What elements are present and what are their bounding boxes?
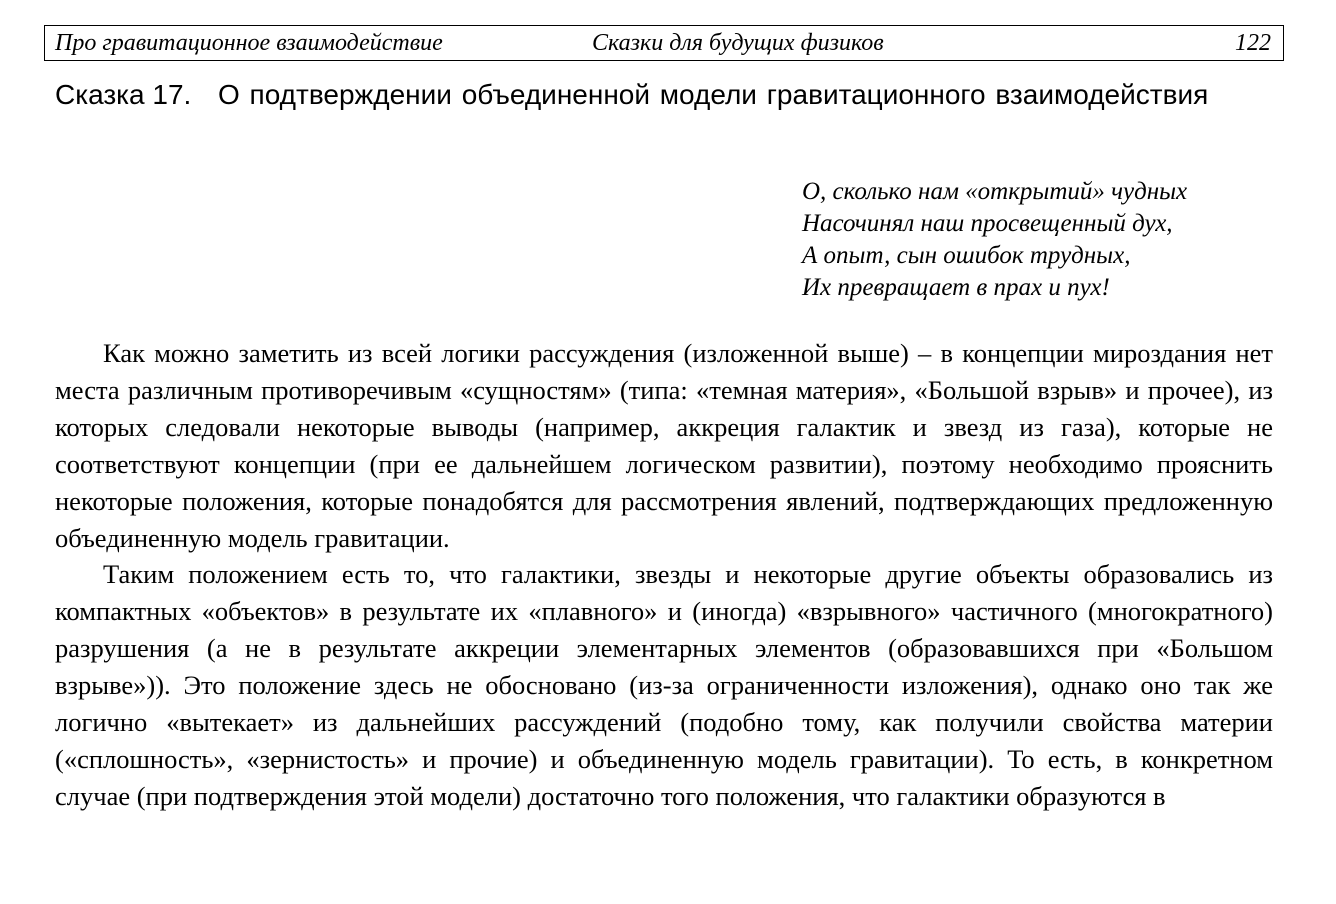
running-header: [44, 25, 1284, 61]
epigraph-line: Их превращает в прах и пух!: [802, 274, 1110, 301]
chapter-title: О подтверждении объединенной модели гравитационного взаимодействия: [218, 79, 1209, 110]
body-text: [55, 335, 1273, 815]
header-section-title: Про гравитационное взаимодействие: [55, 30, 443, 56]
epigraph-line: А опыт, сын ошибок трудных,: [802, 242, 1131, 269]
epigraph: [802, 176, 1187, 304]
paragraph: Как можно заметить из всей логики рассуждения (изложенной выше) – в концепции мироздания нет места различным противоречивым «сущностям» (типа: «темная материя», «Большой взрыв» и прочее), из которых следовали некоторые выводы (например, аккреция галактик и звезд из газа), которые не соответствуют концепции (при ее дальнейшем логическом развитии), поэтому необходимо прояснить некоторые положения, которые понадобятся для рассмотрения явлений, подтверждающих предложенную объединенную модель гравитации.: [55, 338, 1273, 553]
epigraph-line: Насочинял наш просвещенный дух,: [802, 210, 1173, 237]
paragraph: Таким положением есть то, что галактики, звезды и некоторые другие объекты образовались из компактных «объектов» в результате их «плавного» и (иногда) «взрывного» частичного (многократного) разрушения (а не в результате аккреции элементарных элементов (образовавшихся при «Большом взрыве»)). Это положение здесь не обосновано (из-за ограниченности изложения), однако оно так же логично «вытекает» из дальнейших рассуждений (подобно тому, как получили свойства материи («сплошность», «зернистость» и прочие) и объединенную модель гравитации). То есть, в конкретном случае (при подтверждения этой модели) достаточно того положения, что галактики образуются в: [55, 559, 1273, 811]
header-book-title: Сказки для будущих физиков: [592, 30, 884, 56]
page-number: 122: [1235, 30, 1271, 56]
epigraph-line: О, сколько нам «открытий» чудных: [802, 178, 1188, 205]
chapter-number: Сказка 17.: [55, 79, 192, 110]
